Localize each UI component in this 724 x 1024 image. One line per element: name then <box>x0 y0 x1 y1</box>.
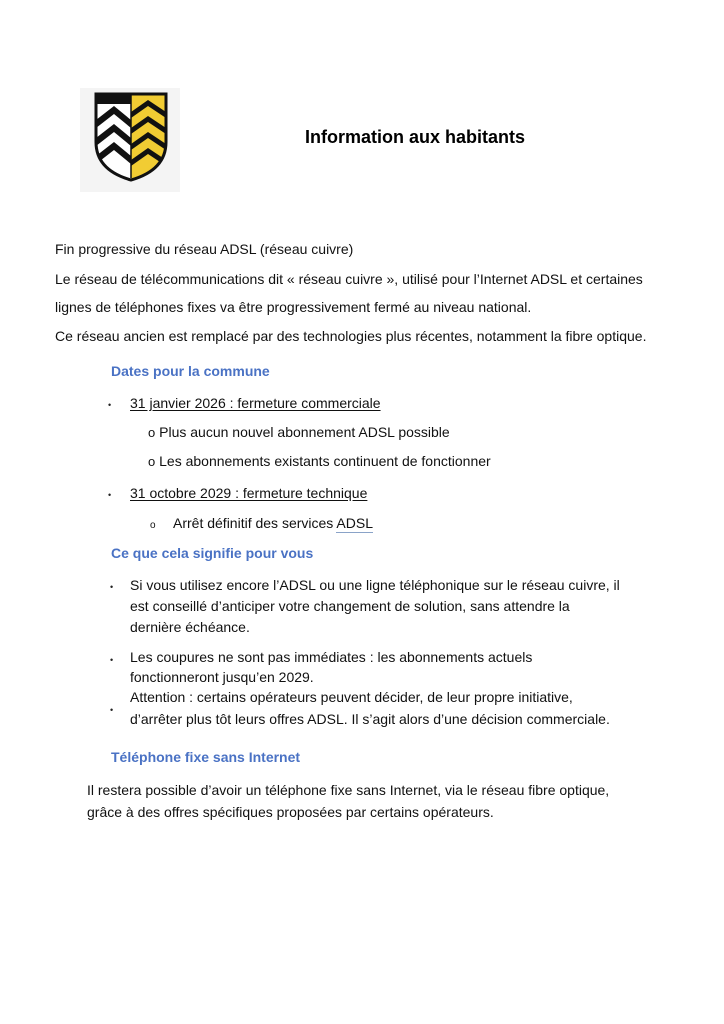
sub-item-1 <box>148 423 450 442</box>
sub-item-3-text: Arrêt définitif des services <box>173 515 337 531</box>
meaning-bullet-2-line-1: Les coupures ne sont pas immédiates : les abonnements actuels <box>130 649 533 665</box>
sub-item-2-text: Les abonnements existants continuent de fonctionner <box>159 453 491 469</box>
section-heading-dates: Dates pour la commune <box>111 363 270 379</box>
document-title: Information aux habitants <box>304 127 526 147</box>
meaning-bullet-1-line-2: est conseillé d’anticiper votre changement de solution, sans attendre la <box>130 598 570 614</box>
adsl-term: ADSL <box>336 515 373 531</box>
intro-line-2: Le réseau de télécommunications dit « réseau cuivre », utilisé pour l’Internet ADSL et certaines <box>55 271 643 287</box>
coat-of-arms-icon <box>92 90 170 184</box>
sub-item-3 <box>173 514 373 532</box>
meaning-bullet-3-line-1: Attention : certains opérateurs peuvent décider, de leur propre initiative, <box>130 689 573 705</box>
date-commercial-closure: 31 janvier 2026 : fermeture commerciale <box>130 395 381 411</box>
section-heading-phone: Téléphone fixe sans Internet <box>111 749 301 765</box>
bullet-icon: • <box>108 490 112 500</box>
intro-line-3: lignes de téléphones fixes va être progressivement fermé au niveau national. <box>55 299 532 315</box>
bullet-icon: • <box>108 400 112 410</box>
intro-line-1: Fin progressive du réseau ADSL (réseau cuivre) <box>55 241 354 257</box>
phone-line-2: grâce à des offres spécifiques proposées par certains opérateurs. <box>87 804 494 820</box>
sub-bullet-icon: o <box>148 454 156 469</box>
meaning-bullet-1-line-3: dernière échéance. <box>130 619 250 635</box>
meaning-bullet-3-line-2: d’arrêter plus tôt leurs offres ADSL. Il s’agit alors d’une décision commerciale. <box>130 711 610 727</box>
bullet-icon: • <box>110 705 114 715</box>
bullet-icon: • <box>110 582 114 592</box>
sub-bullet-icon: o <box>150 520 156 531</box>
date-technical-closure: 31 octobre 2029 : fermeture technique <box>130 485 368 501</box>
intro-line-4: Ce réseau ancien est remplacé par des technologies plus récentes, notamment la fibre optique. <box>55 328 647 344</box>
section-heading-meaning: Ce que cela signifie pour vous <box>111 545 314 561</box>
bullet-icon: • <box>110 655 114 665</box>
phone-line-1: Il restera possible d’avoir un téléphone fixe sans Internet, via le réseau fibre optique, <box>87 782 610 798</box>
sub-bullet-icon: o <box>148 425 156 440</box>
meaning-bullet-1-line-1: Si vous utilisez encore l’ADSL ou une ligne téléphonique sur le réseau cuivre, il <box>130 577 620 593</box>
meaning-bullet-2-line-2: fonctionneront jusqu’en 2029. <box>130 669 314 685</box>
sub-item-1-text: Plus aucun nouvel abonnement ADSL possible <box>159 424 450 440</box>
sub-item-2 <box>148 452 491 471</box>
